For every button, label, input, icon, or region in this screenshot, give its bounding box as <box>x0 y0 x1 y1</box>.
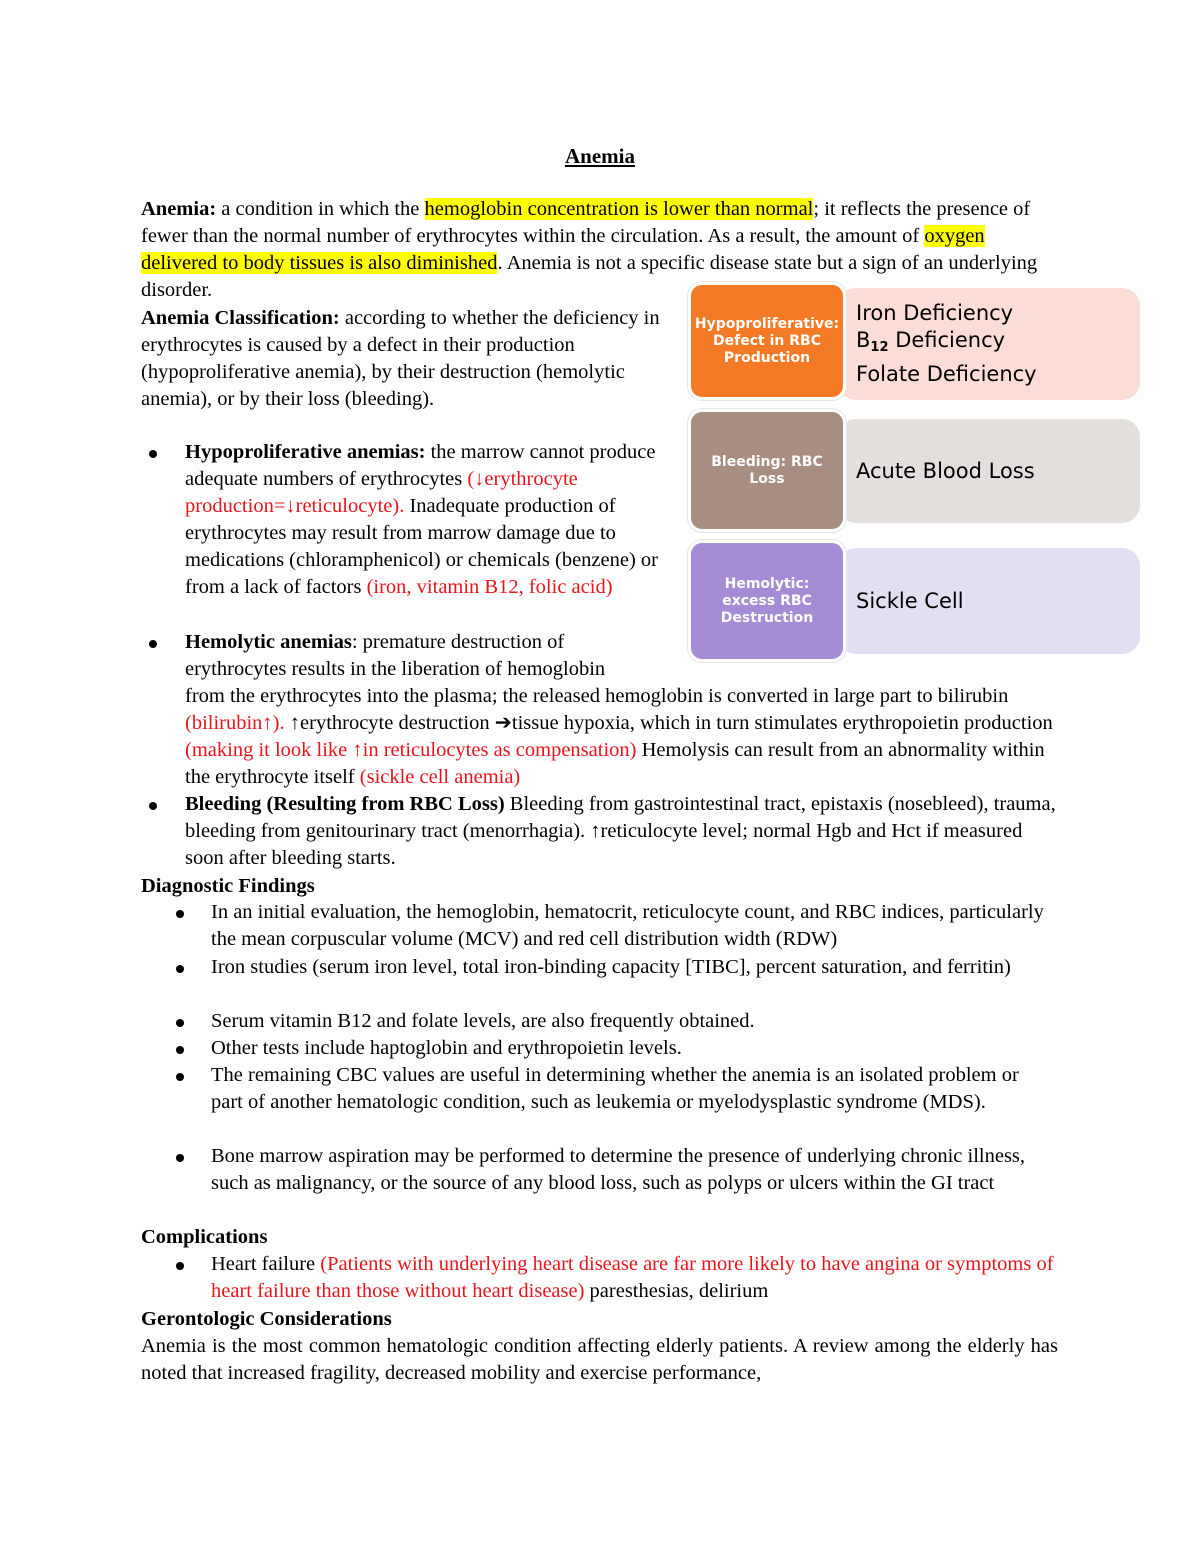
bleeding-text: Bleeding from gastrointestinal tract, epistaxis (nosebleed), trauma, bleeding from genitourinary tract (menorrhagia). ↑reticulocyte level; normal Hgb and Hct if measured soon after bleeding starts. <box>185 793 1056 869</box>
diagnostic-item: The remaining CBC values are useful in determining whether the anemia is an isolated problem or part of another hematologic condition, such as leukemia or myelodysplastic syndrome (MDS). <box>211 1064 1019 1113</box>
hemolytic-causes-box <box>838 548 1140 654</box>
b12-subscript: 12 <box>870 340 889 355</box>
bleeding-item <box>185 791 1065 872</box>
hemo-red-1: (bilirubin↑). <box>185 712 285 734</box>
hemo-text-3: ↑erythrocyte destruction <box>284 712 495 734</box>
hypoproliferative-causes-box <box>838 288 1140 400</box>
hemolytic-label-box: Hemolytic: excess RBC Destruction <box>688 540 846 662</box>
bullet-icon <box>176 1046 184 1054</box>
complications-text-2: paresthesias, delirium <box>584 1280 769 1302</box>
cause-sickle-cell: Sickle Cell <box>856 588 964 613</box>
complications-red: (Patients with underlying heart disease are far more likely to have angina or symptoms of heart failure than those without heart disease) <box>211 1253 1054 1302</box>
intro-text-1: a condition in which the <box>216 198 425 220</box>
cause-iron-deficiency: Iron Deficiency <box>856 301 1014 325</box>
bullet-icon <box>149 450 157 458</box>
hypo-label: Hypoproliferative anemias: <box>185 441 426 463</box>
diagnostic-heading: Diagnostic Findings <box>141 875 315 897</box>
classification-paragraph <box>141 305 671 413</box>
b12-letter: B <box>856 328 871 352</box>
hemo-text-4: tissue hypoxia, which in turn stimulates erythropoietin production <box>511 712 1053 734</box>
diagram-row-hemolytic <box>688 540 1140 662</box>
hemo-text-5: Hemolysis can result from an abnormality within the erythrocyte itself <box>185 739 1045 788</box>
bullet-icon <box>176 1154 184 1162</box>
cause-b12-deficiency <box>856 327 1140 361</box>
b12-deficiency-text: Deficiency <box>888 328 1006 352</box>
hypo-red-2: (iron, vitamin B12, folic acid) <box>366 576 613 598</box>
bullet-icon <box>149 640 157 648</box>
complications-item <box>211 1251 1071 1305</box>
hypoproliferative-label-box: Hypoproliferative: Defect in RBC Production <box>688 282 846 400</box>
bullet-icon <box>176 1019 184 1027</box>
bleeding-causes-box <box>838 419 1140 523</box>
hemo-red-3: (sickle cell anemia) <box>359 766 521 788</box>
hypoproliferative-item <box>185 439 670 601</box>
diagram-row-hypoproliferative <box>688 282 1140 400</box>
bleeding-label: Bleeding (Resulting from RBC Loss) <box>185 793 505 815</box>
cause-folate-deficiency: Folate Deficiency <box>856 362 1037 386</box>
hemo-label: Hemolytic anemias <box>185 631 352 653</box>
gerontologic-heading: Gerontologic Considerations <box>141 1308 392 1330</box>
complications-heading: Complications <box>141 1226 268 1248</box>
bleeding-label-box: Bleeding: RBC Loss <box>688 409 846 532</box>
bullet-icon <box>149 802 157 810</box>
gerontologic-paragraph: Anemia is the most common hematologic condition affecting elderly patients. A review among the elderly has noted that increased fragility, decreased mobility and exercise performance, <box>141 1335 1058 1384</box>
hemolytic-item-start <box>185 629 670 683</box>
hypo-red-1: (↓erythrocyte production=↓reticulocyte). <box>185 468 578 517</box>
classification-text: according to whether the deficiency in erythrocytes is caused by a defect in their production (hypoproliferative anemia), by their destruction (hemolytic anemia), or by their loss (bleeding). <box>141 307 660 410</box>
bullet-icon <box>176 1262 184 1270</box>
hemo-red-2: (making it look like ↑in reticulocytes as compensation) <box>185 739 637 761</box>
page-title: Anemia <box>565 144 635 168</box>
diagnostic-item: Serum vitamin B12 and folate levels, are also frequently obtained. <box>211 1010 755 1032</box>
complications-text-1: Heart failure <box>211 1253 321 1275</box>
intro-highlight-1: hemoglobin concentration is lower than normal <box>424 198 814 220</box>
diagram-row-bleeding <box>688 409 1140 532</box>
classification-label: Anemia Classification: <box>141 307 340 329</box>
cause-acute-blood-loss: Acute Blood Loss <box>856 458 1035 483</box>
diagnostic-item: Bone marrow aspiration may be performed to determine the presence of underlying chronic illness, such as malignancy, or the source of any blood loss, such as polyps or ulcers within the GI tract <box>211 1145 1026 1194</box>
bullet-icon <box>176 1073 184 1081</box>
intro-text-3: . Anemia is not a specific disease state but a sign of an underlying disorder. <box>141 252 1038 301</box>
intro-text-2: ; it reflects the presence of fewer than the normal number of erythrocytes within the circulation. As a result, the amount of <box>141 198 1031 247</box>
intro-label: Anemia: <box>141 198 217 220</box>
diagnostic-item: Iron studies (serum iron level, total iron-binding capacity [TIBC], percent saturation, and ferritin) <box>211 956 1011 978</box>
hemo-text-1: : premature destruction of erythrocytes results in the liberation of hemoglobin <box>185 631 606 680</box>
diagnostic-item: In an initial evaluation, the hemoglobin, hematocrit, reticulocyte count, and RBC indices, particularly the mean corpuscular volume (MCV) and red cell distribution width (RDW) <box>211 901 1044 950</box>
hemo-text-2: from the erythrocytes into the plasma; the released hemoglobin is converted in large part to bilirubin <box>185 685 1009 707</box>
bullet-icon <box>176 910 184 918</box>
hemolytic-item-continued <box>185 683 1065 791</box>
hypo-text-1: the marrow cannot produce adequate numbers of erythrocytes <box>185 441 656 490</box>
intro-highlight-2: oxygen delivered to body tissues is also diminished <box>141 225 985 274</box>
hypo-text-2: Inadequate production of erythrocytes may result from marrow damage due to medications (chloramphenicol) or chemicals (benzene) or from a lack of factors <box>185 495 659 598</box>
bullet-icon <box>176 965 184 973</box>
arrow-icon: ➔ <box>494 712 512 734</box>
diagnostic-item: Other tests include haptoglobin and erythropoietin levels. <box>211 1037 682 1059</box>
